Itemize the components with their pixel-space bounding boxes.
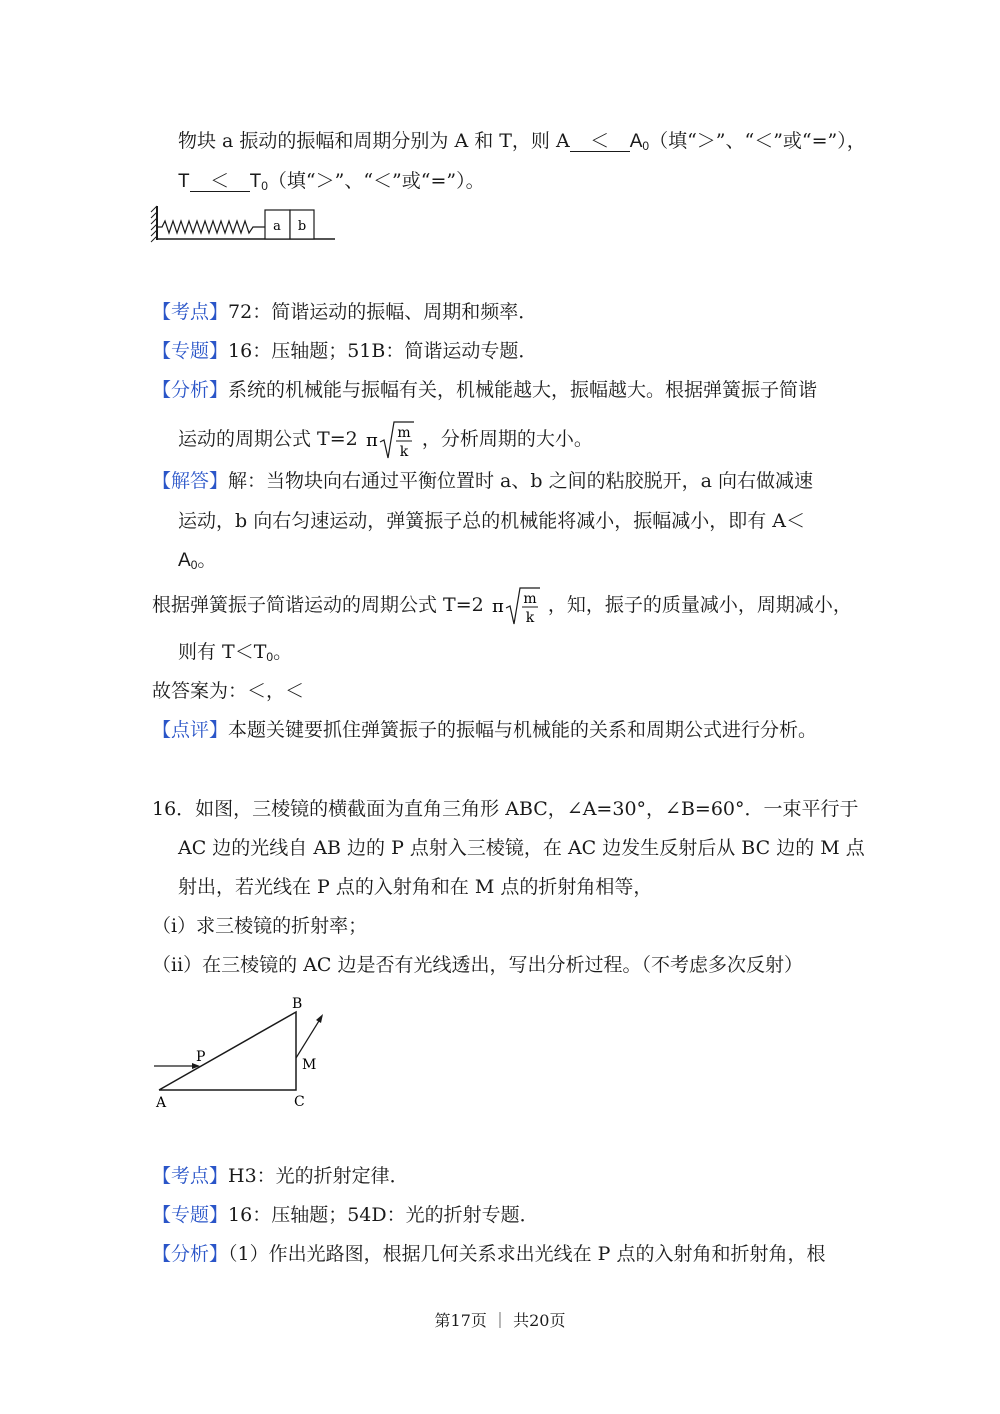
q16-line3: 射出，若光线在 P 点的入射角和在 M 点的折射角相等， <box>178 876 653 898</box>
dianping-tag: 【点评】 <box>152 719 229 741</box>
final-answer: 故答案为：＜，＜ <box>152 680 305 702</box>
jieda-line5-sub: 0 <box>266 650 274 664</box>
fenxi-text-2: （1）作出光路图，根据几何关系求出光线在 P 点的入射角和折射角，根 <box>228 1243 826 1265</box>
q15-line1-mid: A <box>629 131 643 152</box>
spring-icon <box>157 221 265 233</box>
q15-line2-pre: T <box>178 171 190 192</box>
pi-symbol: π <box>365 430 378 451</box>
fenxi-tag: 【分析】 <box>152 379 229 401</box>
kaodian-tag-2: 【考点】 <box>152 1165 229 1187</box>
fenxi-line1: 系统的机械能与振幅有关，机械能越大，振幅越大。根据弹簧振子简谐 <box>228 379 818 401</box>
frac-numerator-2: m <box>523 591 537 607</box>
dianping-text: 本题关键要抓住弹簧振子的振幅与机械能的关系和周期公式进行分析。 <box>228 719 818 741</box>
q15-line1-post: （填“＞”、“＜”或“=”）， <box>649 130 866 152</box>
fenxi-formula-suffix: ，分析周期的大小。 <box>421 428 593 450</box>
vertex-a-label: A <box>156 1095 167 1111</box>
q15-line2-post: （填“＞”、“＜”或“=”）。 <box>267 170 485 192</box>
jieda-formula-suffix: ，知，振子的质量减小，周期减小， <box>547 594 852 616</box>
q16-line2: AC 边的光线自 AB 边的 P 点射入三棱镜，在 AC 边发生反射后从 BC 边的 M 点 <box>178 837 865 859</box>
block-a-label: a <box>273 219 281 234</box>
zhuanti-tag: 【专题】 <box>152 340 229 362</box>
jieda-line5-post: 。 <box>273 641 293 663</box>
jieda-formula-prefix: 根据弹簧振子简谐运动的周期公式 T=2 <box>152 594 484 616</box>
jieda-line5 <box>178 638 292 671</box>
kaodian-text-2: H3：光的折射定律． <box>228 1165 409 1187</box>
kaodian-tag: 【考点】 <box>152 301 229 323</box>
answer-blank-1: ＜ <box>570 131 630 152</box>
jieda-line2: 运动，b 向右匀速运动，弹簧振子总的机械能将减小，振幅减小，即有 A＜ <box>178 510 805 532</box>
q15-fenxi-line1 <box>152 376 817 404</box>
jieda-line3-main: A <box>178 550 191 571</box>
sqrt-formula-2 <box>490 584 542 628</box>
point-p-label: P <box>196 1049 206 1065</box>
zhuanti-text: 16：压轴题；51B：简谐运动专题． <box>228 340 538 362</box>
jieda-line3-sub: 0 <box>190 558 198 572</box>
arrow-up-right-icon <box>316 1014 323 1023</box>
answer-blank-2: ＜ <box>190 171 250 192</box>
q15-zhuanti <box>152 337 537 365</box>
fenxi-formula-prefix: 运动的周期公式 T=2 <box>178 428 358 450</box>
exit-ray <box>296 1016 322 1058</box>
q16-line1: 16．如图，三棱镜的横截面为直角三角形 ABC，∠A=30°，∠B=60°．一束平行于 <box>152 798 859 820</box>
frac-denominator: k <box>399 444 409 460</box>
pi-symbol-2: π <box>491 596 504 617</box>
jieda-line5-pre: 则有 T＜T <box>178 641 267 663</box>
q15-line1 <box>178 127 866 160</box>
q15-line1-pre: 物块 a 振动的振幅和周期分别为 A 和 T，则 A <box>178 130 570 152</box>
zhuanti-text-2: 16：压轴题；54D：光的折射专题． <box>228 1204 539 1226</box>
sqrt-formula <box>364 418 416 462</box>
q16-zhuanti <box>152 1201 539 1229</box>
spring-block-figure <box>150 204 340 244</box>
prism-figure <box>148 992 338 1112</box>
zhuanti-tag-2: 【专题】 <box>152 1204 229 1226</box>
q15-line2-mid: T <box>249 171 262 192</box>
fenxi-tag-2: 【分析】 <box>152 1243 229 1265</box>
q15-kaodian <box>152 298 537 326</box>
vertex-b-label: B <box>292 996 303 1012</box>
jieda-line4 <box>152 584 852 628</box>
point-m-label: M <box>302 1057 317 1073</box>
jieda-tag: 【解答】 <box>152 470 229 492</box>
q15-line2 <box>178 167 485 200</box>
jieda-line1: 解：当物块向右通过平衡位置时 a、b 之间的粘胶脱开，a 向右做减速 <box>228 470 813 492</box>
jieda-line3 <box>178 546 216 579</box>
page-footer: 第17页 ｜ 共20页 <box>434 1311 566 1330</box>
jieda-line3-post: 。 <box>197 549 217 571</box>
q15-line1-sub: 0 <box>642 139 650 153</box>
q15-fenxi-line2 <box>178 418 593 462</box>
frac-denominator-2: k <box>525 610 535 626</box>
frac-numerator: m <box>397 425 411 441</box>
q16-line5: （ii）在三棱镜的 AC 边是否有光线透出，写出分析过程。（不考虑多次反射） <box>152 954 803 976</box>
q16-line4: （i）求三棱镜的折射率； <box>152 915 368 937</box>
q15-dianping <box>152 716 817 744</box>
q16-fenxi <box>152 1240 825 1268</box>
vertex-c-label: C <box>294 1094 305 1110</box>
triangle-abc <box>159 1012 296 1090</box>
block-b-label: b <box>297 219 307 234</box>
q15-jieda-line1 <box>152 467 813 495</box>
kaodian-text: 72：简谐运动的振幅、周期和频率． <box>228 301 538 323</box>
q16-kaodian <box>152 1162 409 1190</box>
q15-line2-sub: 0 <box>261 179 268 193</box>
